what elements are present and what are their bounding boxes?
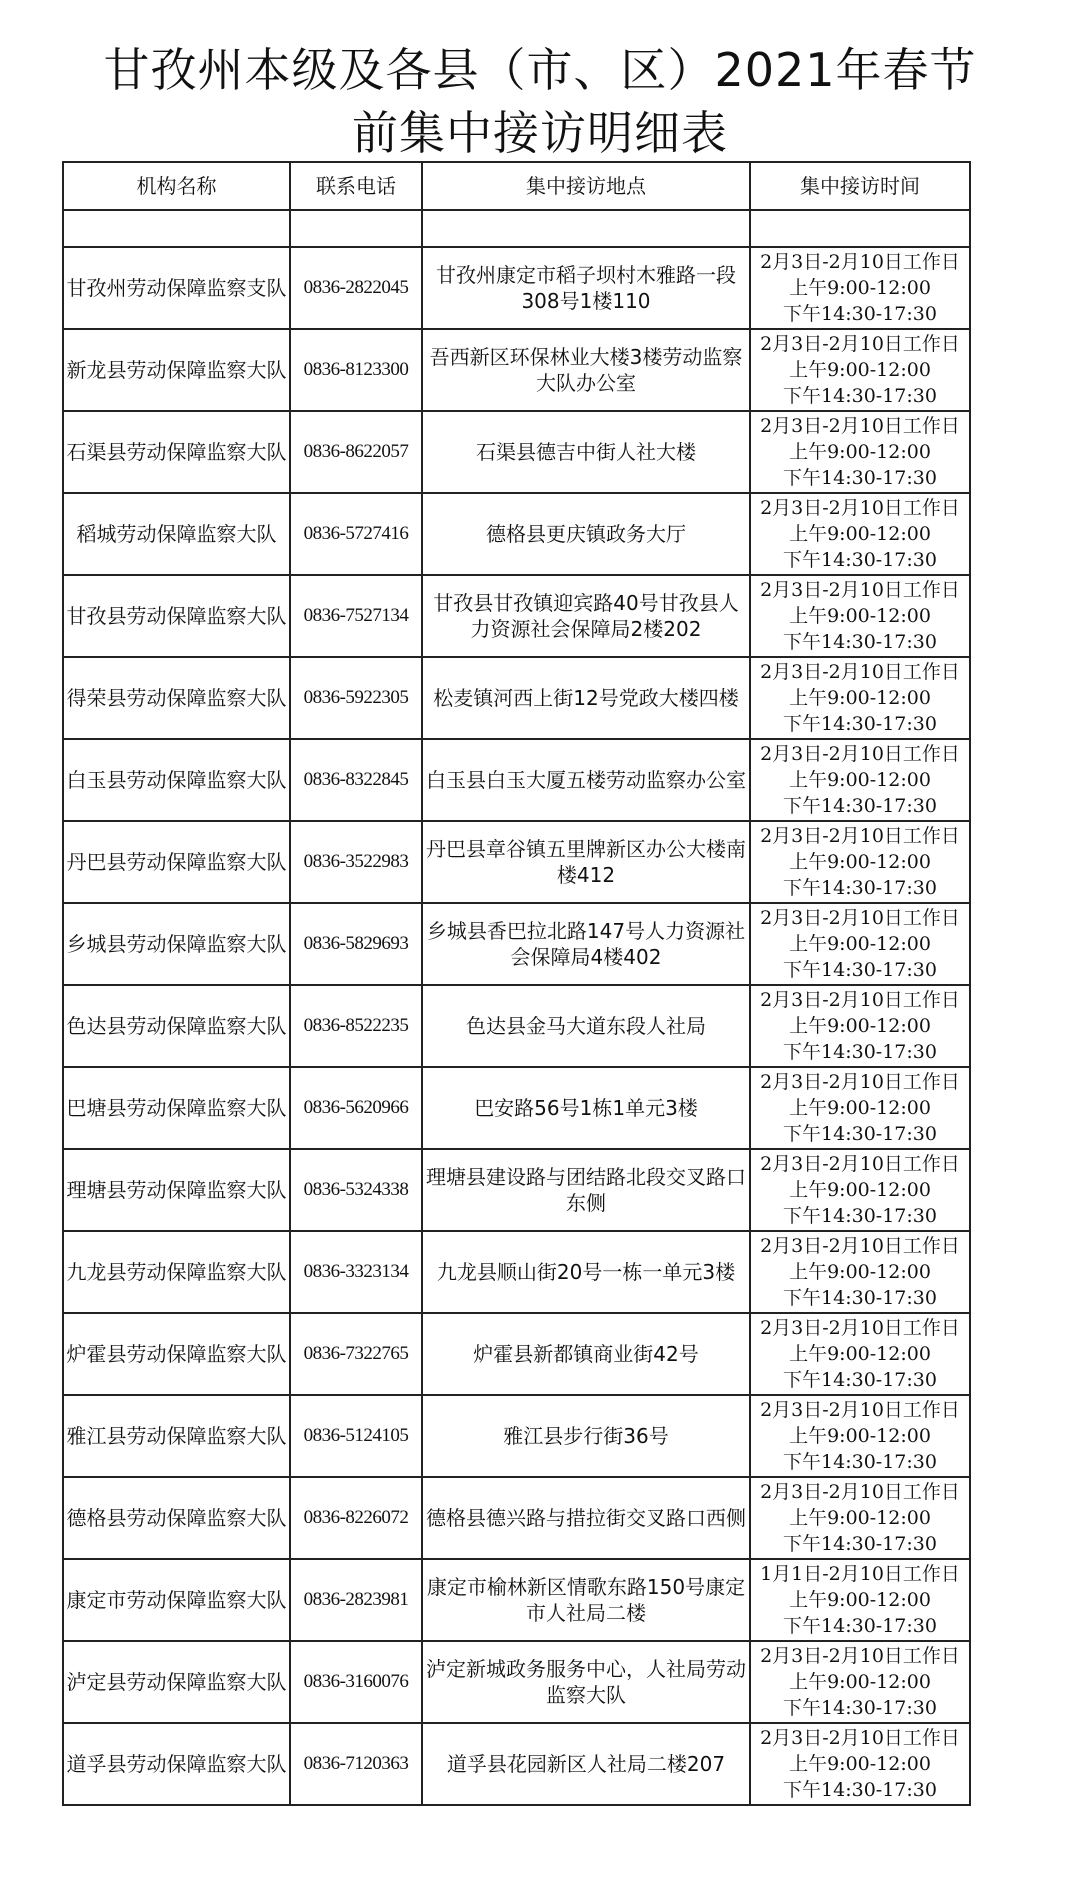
table-row xyxy=(63,903,970,985)
time-line: 2月3日-2月10日工作日 xyxy=(760,661,960,683)
document-title-line-1: 甘孜州本级及各县（市、区）2021年春节 xyxy=(103,43,977,97)
time-line: 下午14:30-17:30 xyxy=(783,959,937,981)
column-header-phone: 联系电话 xyxy=(290,162,422,210)
organization-cell: 石渠县劳动保障监察大队 xyxy=(63,411,290,493)
table-row xyxy=(63,1067,970,1149)
time-line: 上午9:00-12:00 xyxy=(789,1753,931,1775)
table-row xyxy=(63,411,970,493)
time-line: 下午14:30-17:30 xyxy=(783,795,937,817)
time-line: 2月3日-2月10日工作日 xyxy=(760,1235,960,1257)
table-row xyxy=(63,657,970,739)
address-cell: 九龙县顺山街20号一栋一单元3楼 xyxy=(422,1231,750,1313)
organization-cell: 炉霍县劳动保障监察大队 xyxy=(63,1313,290,1395)
address-cell: 泸定新城政务服务中心，人社局劳动监察大队 xyxy=(422,1641,750,1723)
organization-cell: 丹巴县劳动保障监察大队 xyxy=(63,821,290,903)
address-cell: 色达县金马大道东段人社局 xyxy=(422,985,750,1067)
time-cell xyxy=(750,1231,970,1313)
time-cell xyxy=(750,1067,970,1149)
empty-cell xyxy=(63,210,290,247)
time-line: 2月3日-2月10日工作日 xyxy=(760,1317,960,1339)
time-cell xyxy=(750,493,970,575)
phone-cell: 0836-3522983 xyxy=(290,821,422,903)
address-cell: 雅江县步行街36号 xyxy=(422,1395,750,1477)
organization-cell: 新龙县劳动保障监察大队 xyxy=(63,329,290,411)
time-line: 下午14:30-17:30 xyxy=(783,1533,937,1555)
time-line: 上午9:00-12:00 xyxy=(789,1097,931,1119)
time-line: 下午14:30-17:30 xyxy=(783,385,937,407)
time-line: 下午14:30-17:30 xyxy=(783,1697,937,1719)
table-row xyxy=(63,739,970,821)
time-line: 上午9:00-12:00 xyxy=(789,605,931,627)
time-line: 下午14:30-17:30 xyxy=(783,631,937,653)
organization-cell: 道孚县劳动保障监察大队 xyxy=(63,1723,290,1805)
empty-row xyxy=(63,210,970,247)
time-line: 下午14:30-17:30 xyxy=(783,713,937,735)
time-cell xyxy=(750,411,970,493)
time-line: 下午14:30-17:30 xyxy=(783,549,937,571)
time-cell xyxy=(750,1723,970,1805)
organization-cell: 泸定县劳动保障监察大队 xyxy=(63,1641,290,1723)
organization-cell: 巴塘县劳动保障监察大队 xyxy=(63,1067,290,1149)
time-cell xyxy=(750,1149,970,1231)
organization-cell: 色达县劳动保障监察大队 xyxy=(63,985,290,1067)
time-cell xyxy=(750,739,970,821)
address-cell: 白玉县白玉大厦五楼劳动监察办公室 xyxy=(422,739,750,821)
empty-cell xyxy=(422,210,750,247)
time-line: 下午14:30-17:30 xyxy=(783,467,937,489)
time-line: 上午9:00-12:00 xyxy=(789,1343,931,1365)
phone-cell: 0836-7322765 xyxy=(290,1313,422,1395)
time-line: 下午14:30-17:30 xyxy=(783,1287,937,1309)
time-cell xyxy=(750,657,970,739)
phone-cell: 0836-8522235 xyxy=(290,985,422,1067)
time-line: 下午14:30-17:30 xyxy=(783,1779,937,1801)
organization-cell: 白玉县劳动保障监察大队 xyxy=(63,739,290,821)
time-line: 上午9:00-12:00 xyxy=(789,851,931,873)
table-row xyxy=(63,575,970,657)
address-cell: 石渠县德吉中街人社大楼 xyxy=(422,411,750,493)
table-row xyxy=(63,821,970,903)
time-line: 2月3日-2月10日工作日 xyxy=(760,497,960,519)
phone-cell: 0836-2822045 xyxy=(290,247,422,329)
time-line: 2月3日-2月10日工作日 xyxy=(760,1153,960,1175)
phone-cell: 0836-8622057 xyxy=(290,411,422,493)
time-line: 上午9:00-12:00 xyxy=(789,1261,931,1283)
time-line: 2月3日-2月10日工作日 xyxy=(760,1727,960,1749)
time-line: 2月3日-2月10日工作日 xyxy=(760,1071,960,1093)
time-line: 上午9:00-12:00 xyxy=(789,277,931,299)
table-header-row xyxy=(63,162,970,210)
time-line: 2月3日-2月10日工作日 xyxy=(760,415,960,437)
organization-cell: 乡城县劳动保障监察大队 xyxy=(63,903,290,985)
empty-cell xyxy=(290,210,422,247)
phone-cell: 0836-5620966 xyxy=(290,1067,422,1149)
column-header-address: 集中接访地点 xyxy=(422,162,750,210)
organization-cell: 雅江县劳动保障监察大队 xyxy=(63,1395,290,1477)
time-line: 上午9:00-12:00 xyxy=(789,441,931,463)
organization-cell: 甘孜县劳动保障监察大队 xyxy=(63,575,290,657)
time-line: 2月3日-2月10日工作日 xyxy=(760,989,960,1011)
address-cell: 松麦镇河西上街12号党政大楼四楼 xyxy=(422,657,750,739)
address-cell: 德格县更庆镇政务大厅 xyxy=(422,493,750,575)
time-line: 上午9:00-12:00 xyxy=(789,523,931,545)
time-line: 下午14:30-17:30 xyxy=(783,1615,937,1637)
time-line: 2月3日-2月10日工作日 xyxy=(760,907,960,929)
time-line: 2月3日-2月10日工作日 xyxy=(760,579,960,601)
table-row xyxy=(63,1395,970,1477)
phone-cell: 0836-3160076 xyxy=(290,1641,422,1723)
address-cell: 理塘县建设路与团结路北段交叉路口东侧 xyxy=(422,1149,750,1231)
phone-cell: 0836-5829693 xyxy=(290,903,422,985)
time-cell xyxy=(750,1395,970,1477)
time-line: 上午9:00-12:00 xyxy=(789,1589,931,1611)
organization-cell: 甘孜州劳动保障监察支队 xyxy=(63,247,290,329)
address-cell: 炉霍县新都镇商业街42号 xyxy=(422,1313,750,1395)
time-line: 2月3日-2月10日工作日 xyxy=(760,333,960,355)
time-cell xyxy=(750,575,970,657)
time-line: 1月1日-2月10日工作日 xyxy=(760,1563,960,1585)
table-row xyxy=(63,493,970,575)
time-line: 下午14:30-17:30 xyxy=(783,1123,937,1145)
time-cell xyxy=(750,1313,970,1395)
time-cell xyxy=(750,247,970,329)
phone-cell: 0836-7120363 xyxy=(290,1723,422,1805)
column-header-time: 集中接访时间 xyxy=(750,162,970,210)
time-cell xyxy=(750,821,970,903)
organization-cell: 康定市劳动保障监察大队 xyxy=(63,1559,290,1641)
time-line: 上午9:00-12:00 xyxy=(789,1425,931,1447)
phone-cell: 0836-5727416 xyxy=(290,493,422,575)
address-cell: 德格县德兴路与措拉街交叉路口西侧 xyxy=(422,1477,750,1559)
table-row xyxy=(63,1231,970,1313)
time-line: 上午9:00-12:00 xyxy=(789,1015,931,1037)
table-row xyxy=(63,1641,970,1723)
phone-cell: 0836-5124105 xyxy=(290,1395,422,1477)
time-line: 下午14:30-17:30 xyxy=(783,1451,937,1473)
time-line: 2月3日-2月10日工作日 xyxy=(760,1481,960,1503)
document-title-line-2: 前集中接访明细表 xyxy=(352,106,728,160)
phone-cell: 0836-5324338 xyxy=(290,1149,422,1231)
phone-cell: 0836-2823981 xyxy=(290,1559,422,1641)
time-line: 上午9:00-12:00 xyxy=(789,769,931,791)
organization-cell: 九龙县劳动保障监察大队 xyxy=(63,1231,290,1313)
organization-cell: 稻城劳动保障监察大队 xyxy=(63,493,290,575)
time-line: 上午9:00-12:00 xyxy=(789,359,931,381)
time-line: 2月3日-2月10日工作日 xyxy=(760,743,960,765)
table-row xyxy=(63,1559,970,1641)
time-cell xyxy=(750,985,970,1067)
time-line: 2月3日-2月10日工作日 xyxy=(760,251,960,273)
address-cell: 甘孜县甘孜镇迎宾路40号甘孜县人力资源社会保障局2楼202 xyxy=(422,575,750,657)
organization-cell: 得荣县劳动保障监察大队 xyxy=(63,657,290,739)
table-row xyxy=(63,985,970,1067)
address-cell: 丹巴县章谷镇五里牌新区办公大楼南楼412 xyxy=(422,821,750,903)
address-cell: 道孚县花园新区人社局二楼207 xyxy=(422,1723,750,1805)
time-line: 下午14:30-17:30 xyxy=(783,1369,937,1391)
time-cell xyxy=(750,1641,970,1723)
table-row xyxy=(63,1313,970,1395)
table-row xyxy=(63,329,970,411)
time-cell xyxy=(750,1477,970,1559)
time-line: 上午9:00-12:00 xyxy=(789,1179,931,1201)
phone-cell: 0836-8226072 xyxy=(290,1477,422,1559)
time-line: 下午14:30-17:30 xyxy=(783,303,937,325)
reception-schedule-table xyxy=(62,161,971,1806)
address-cell: 乡城县香巴拉北路147号人力资源社会保障局4楼402 xyxy=(422,903,750,985)
phone-cell: 0836-5922305 xyxy=(290,657,422,739)
address-cell: 吾西新区环保林业大楼3楼劳动监察大队办公室 xyxy=(422,329,750,411)
column-header-organization: 机构名称 xyxy=(63,162,290,210)
time-line: 上午9:00-12:00 xyxy=(789,1507,931,1529)
table-row xyxy=(63,1149,970,1231)
time-line: 下午14:30-17:30 xyxy=(783,877,937,899)
time-cell xyxy=(750,903,970,985)
time-cell xyxy=(750,329,970,411)
time-line: 下午14:30-17:30 xyxy=(783,1041,937,1063)
time-line: 上午9:00-12:00 xyxy=(789,687,931,709)
phone-cell: 0836-7527134 xyxy=(290,575,422,657)
time-line: 2月3日-2月10日工作日 xyxy=(760,1399,960,1421)
address-cell: 康定市榆林新区情歌东路150号康定市人社局二楼 xyxy=(422,1559,750,1641)
table-row xyxy=(63,247,970,329)
table-row xyxy=(63,1477,970,1559)
address-cell: 巴安路56号1栋1单元3楼 xyxy=(422,1067,750,1149)
phone-cell: 0836-8123300 xyxy=(290,329,422,411)
time-cell xyxy=(750,1559,970,1641)
time-line: 2月3日-2月10日工作日 xyxy=(760,1645,960,1667)
empty-cell xyxy=(750,210,970,247)
organization-cell: 理塘县劳动保障监察大队 xyxy=(63,1149,290,1231)
table-row xyxy=(63,1723,970,1805)
time-line: 下午14:30-17:30 xyxy=(783,1205,937,1227)
address-cell: 甘孜州康定市稻子坝村木雅路一段308号1楼110 xyxy=(422,247,750,329)
time-line: 上午9:00-12:00 xyxy=(789,1671,931,1693)
phone-cell: 0836-3323134 xyxy=(290,1231,422,1313)
time-line: 上午9:00-12:00 xyxy=(789,933,931,955)
time-line: 2月3日-2月10日工作日 xyxy=(760,825,960,847)
phone-cell: 0836-8322845 xyxy=(290,739,422,821)
organization-cell: 德格县劳动保障监察大队 xyxy=(63,1477,290,1559)
